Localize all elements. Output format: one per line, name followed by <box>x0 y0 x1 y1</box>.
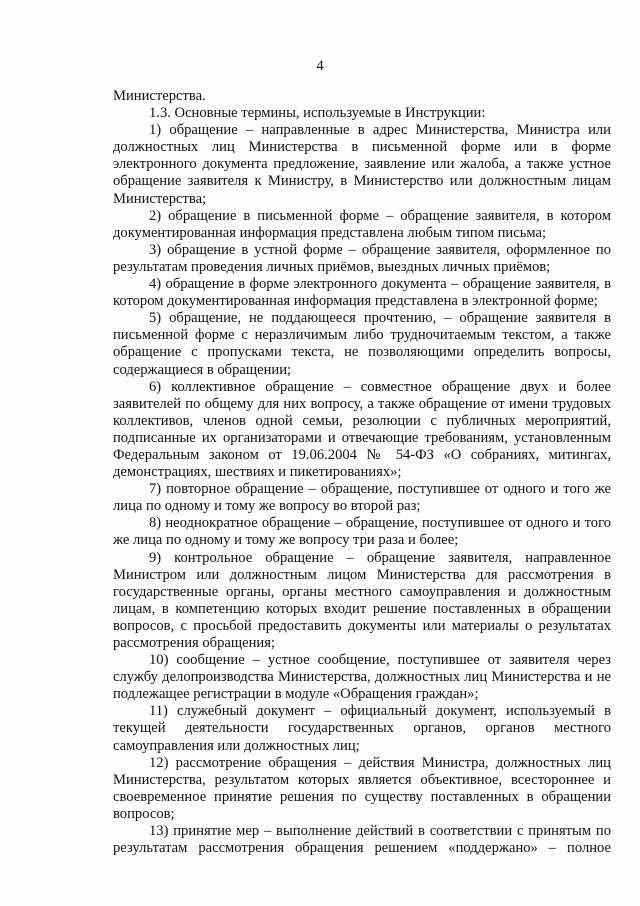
term-item-11: 11) служебный документ – официальный документ, используемый в текущей деятельности государственных органов, органов местного самоуправления или должностных лиц; <box>113 703 611 754</box>
page-number: 4 <box>316 58 324 74</box>
term-item-3: 3) обращение в устной форме – обращение заявителя, оформленное по результатам проведения личных приёмов, выездных личных приёмов; <box>113 241 611 275</box>
term-item-9: 9) контрольное обращение – обращение заявителя, направленное Министром или должностным лицом Министерства для рассмотрения в государственные органы, органы местного самоуправления и должностным лицам, в компетенцию которых входит решение поставленных в обращении вопросов, с просьбой предоставить документы или материалы о результатах рассмотрения обращения; <box>113 549 611 651</box>
term-item-13: 13) принятие мер – выполнение действий в соответствии с принятым по результатам рассмотрения обращения решением «поддержано» – полное <box>113 823 611 857</box>
paragraph-continuation: Министерства. <box>113 88 206 104</box>
document-body <box>113 88 611 857</box>
section-heading-1-3: 1.3. Основные термины, используемые в Инструкции: <box>149 105 486 122</box>
term-item-4: 4) обращение в форме электронного документа – обращение заявителя, в котором документированная информация представлена в электронной форме; <box>113 276 611 310</box>
term-item-7: 7) повторное обращение – обращение, поступившее от одного и того же лица по одному и тому же вопросу во второй раз; <box>113 481 611 515</box>
term-item-1: 1) обращение – направленные в адрес Министерства, Министра или должностных лиц Министерства в письменной форме или в форме электронного документа предложение, заявление или жалоба, а также устное обращение заявителя к Министру, в Министерство или должностным лицам Министерства; <box>113 122 611 207</box>
term-item-6: 6) коллективное обращение – совместное обращение двух и более заявителей по общему для них вопросу, а также обращение от имени трудовых коллективов, членов одной семьи, резолюции с публичных мероприятий, подписанные их организаторами и отвечающие требованиям, установленным Федеральным законом от 19.06.2004 № 54-ФЗ «О собраниях, митингах, демонстрациях, шествиях и пикетированиях»; <box>113 378 611 481</box>
term-item-5: 5) обращение, не поддающееся прочтению, – обращение заявителя в письменной форме с неразличимым либо трудночитаемым текстом, а также обращение с пропусками текста, не позволяющими определить вопросы, содержащиеся в обращении; <box>113 310 611 378</box>
term-item-12: 12) рассмотрение обращения – действия Министра, должностных лиц Министерства, результатом которых является объективное, всестороннее и своевременное принятие решения по существу поставленных в обращении вопросов; <box>113 754 611 822</box>
term-item-10: 10) сообщение – устное сообщение, поступившее от заявителя через службу делопроизводства Министерства, должностных лиц Министерства и не подлежащее регистрации в модуле «Обращения граждан»; <box>113 652 611 703</box>
term-item-8: 8) неоднократное обращение – обращение, поступившее от одного и того же лица по одному и тому же вопросу три раза и более; <box>113 515 611 549</box>
term-item-2: 2) обращение в письменной форме – обращение заявителя, в котором документированная информация представлена любым типом письма; <box>113 207 611 241</box>
